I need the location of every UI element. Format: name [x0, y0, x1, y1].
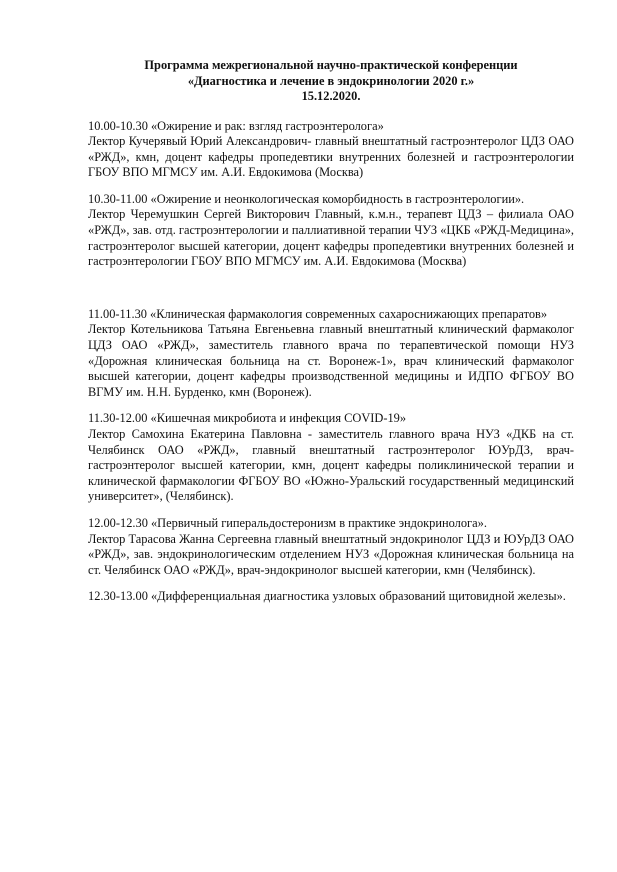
session-topic: 12.30-13.00 «Дифференциальная диагностика узловых образований щитовидной железы».	[88, 589, 566, 604]
session-topic: 12.00-12.30 «Первичный гиперальдостеронизм в практике эндокринолога».	[88, 515, 487, 530]
title-date: 15.12.2020.	[301, 89, 361, 103]
title-line-2: «Диагностика и лечение в эндокринологии 2020 г.»	[187, 73, 475, 88]
session-topic: 10.00-10.30 «Ожирение и рак: взгляд гастроэнтеролога»	[88, 118, 384, 133]
session-topic: 11.30-12.00 «Кишечная микробиота и инфекция COVID-19»	[88, 411, 407, 426]
session-1	[88, 119, 574, 181]
session-lecturer: Лектор Черемушкин Сергей Викторович Главный, к.м.н., терапевт ЦДЗ – филиала ОАО «РЖД», зав. отд. гастроэнтерологии и паллиативной терапии ЧУЗ «ЦКБ «РЖД-Медицина», гастроэнтеролог высшей категории, доцент кафедры пропедевтики внутренних болезней и гастроэнтерологии ГБОУ ВПО МГМСУ им. А.И. Евдокимова (Москва)	[88, 207, 574, 269]
session-topic: 11.00-11.30 «Клиническая фармакология современных сахароснижающих препаратов»	[88, 306, 548, 321]
session-2	[88, 192, 574, 270]
session-lecturer: Лектор Кучерявый Юрий Александрович- главный внештатный гастроэнтеролог ЦДЗ ОАО «РЖД», кмн, доцент кафедры пропедевтики внутренних болезней и гастроэнтерологии ГБОУ ВПО МГМСУ им. А.И. Евдокимова (Москва)	[88, 134, 574, 180]
session-topic: 10.30-11.00 «Ожирение и неонкологическая коморбидность в гастроэнтерологии».	[88, 191, 525, 206]
session-lecturer: Лектор Самохина Екатерина Павловна - заместитель главного врача НУЗ «ДКБ на ст. Челябинск ОАО «РЖД», главный внештатный гастроэнтеролог ЮУрДЗ, врач-гастроэнтеролог высшей категории, кмн, доцент кафедры поликлинической терапии и клинической фармакологии ФГБОУ ВО «Южно-Уральский государственный медицинский университет», (Челябинск).	[88, 427, 574, 504]
session-5	[88, 516, 574, 578]
session-lecturer: Лектор Котельникова Татьяна Евгеньевна главный внештатный клинический фармаколог ЦДЗ ОАО «РЖД», заместитель главного врача по терапевтической помощи НУЗ «Дорожная клиническая больница на ст. Воронеж-1», врач клинический фармаколог высшей категории, доцент кафедры производственной медицины и ИДПО ФГБОУ ВО ВГМУ им. Н.Н. Бурденко, кмн (Воронеж).	[88, 322, 574, 399]
session-4	[88, 411, 574, 505]
document-page	[88, 58, 574, 605]
session-3	[88, 307, 574, 401]
session-6	[88, 589, 574, 605]
session-lecturer: Лектор Тарасова Жанна Сергеевна главный внештатный эндокринолог ЦДЗ и ЮУрДЗ ОАО «РЖД», зав. эндокринологическим отделением НУЗ «Дорожная клиническая больница на ст. Челябинск ОАО «РЖД», врач-эндокринолог высшей категории, кмн (Челябинск).	[88, 531, 574, 577]
program-title	[88, 58, 574, 105]
title-line-1: Программа межрегиональной научно-практической конференции	[144, 58, 518, 72]
